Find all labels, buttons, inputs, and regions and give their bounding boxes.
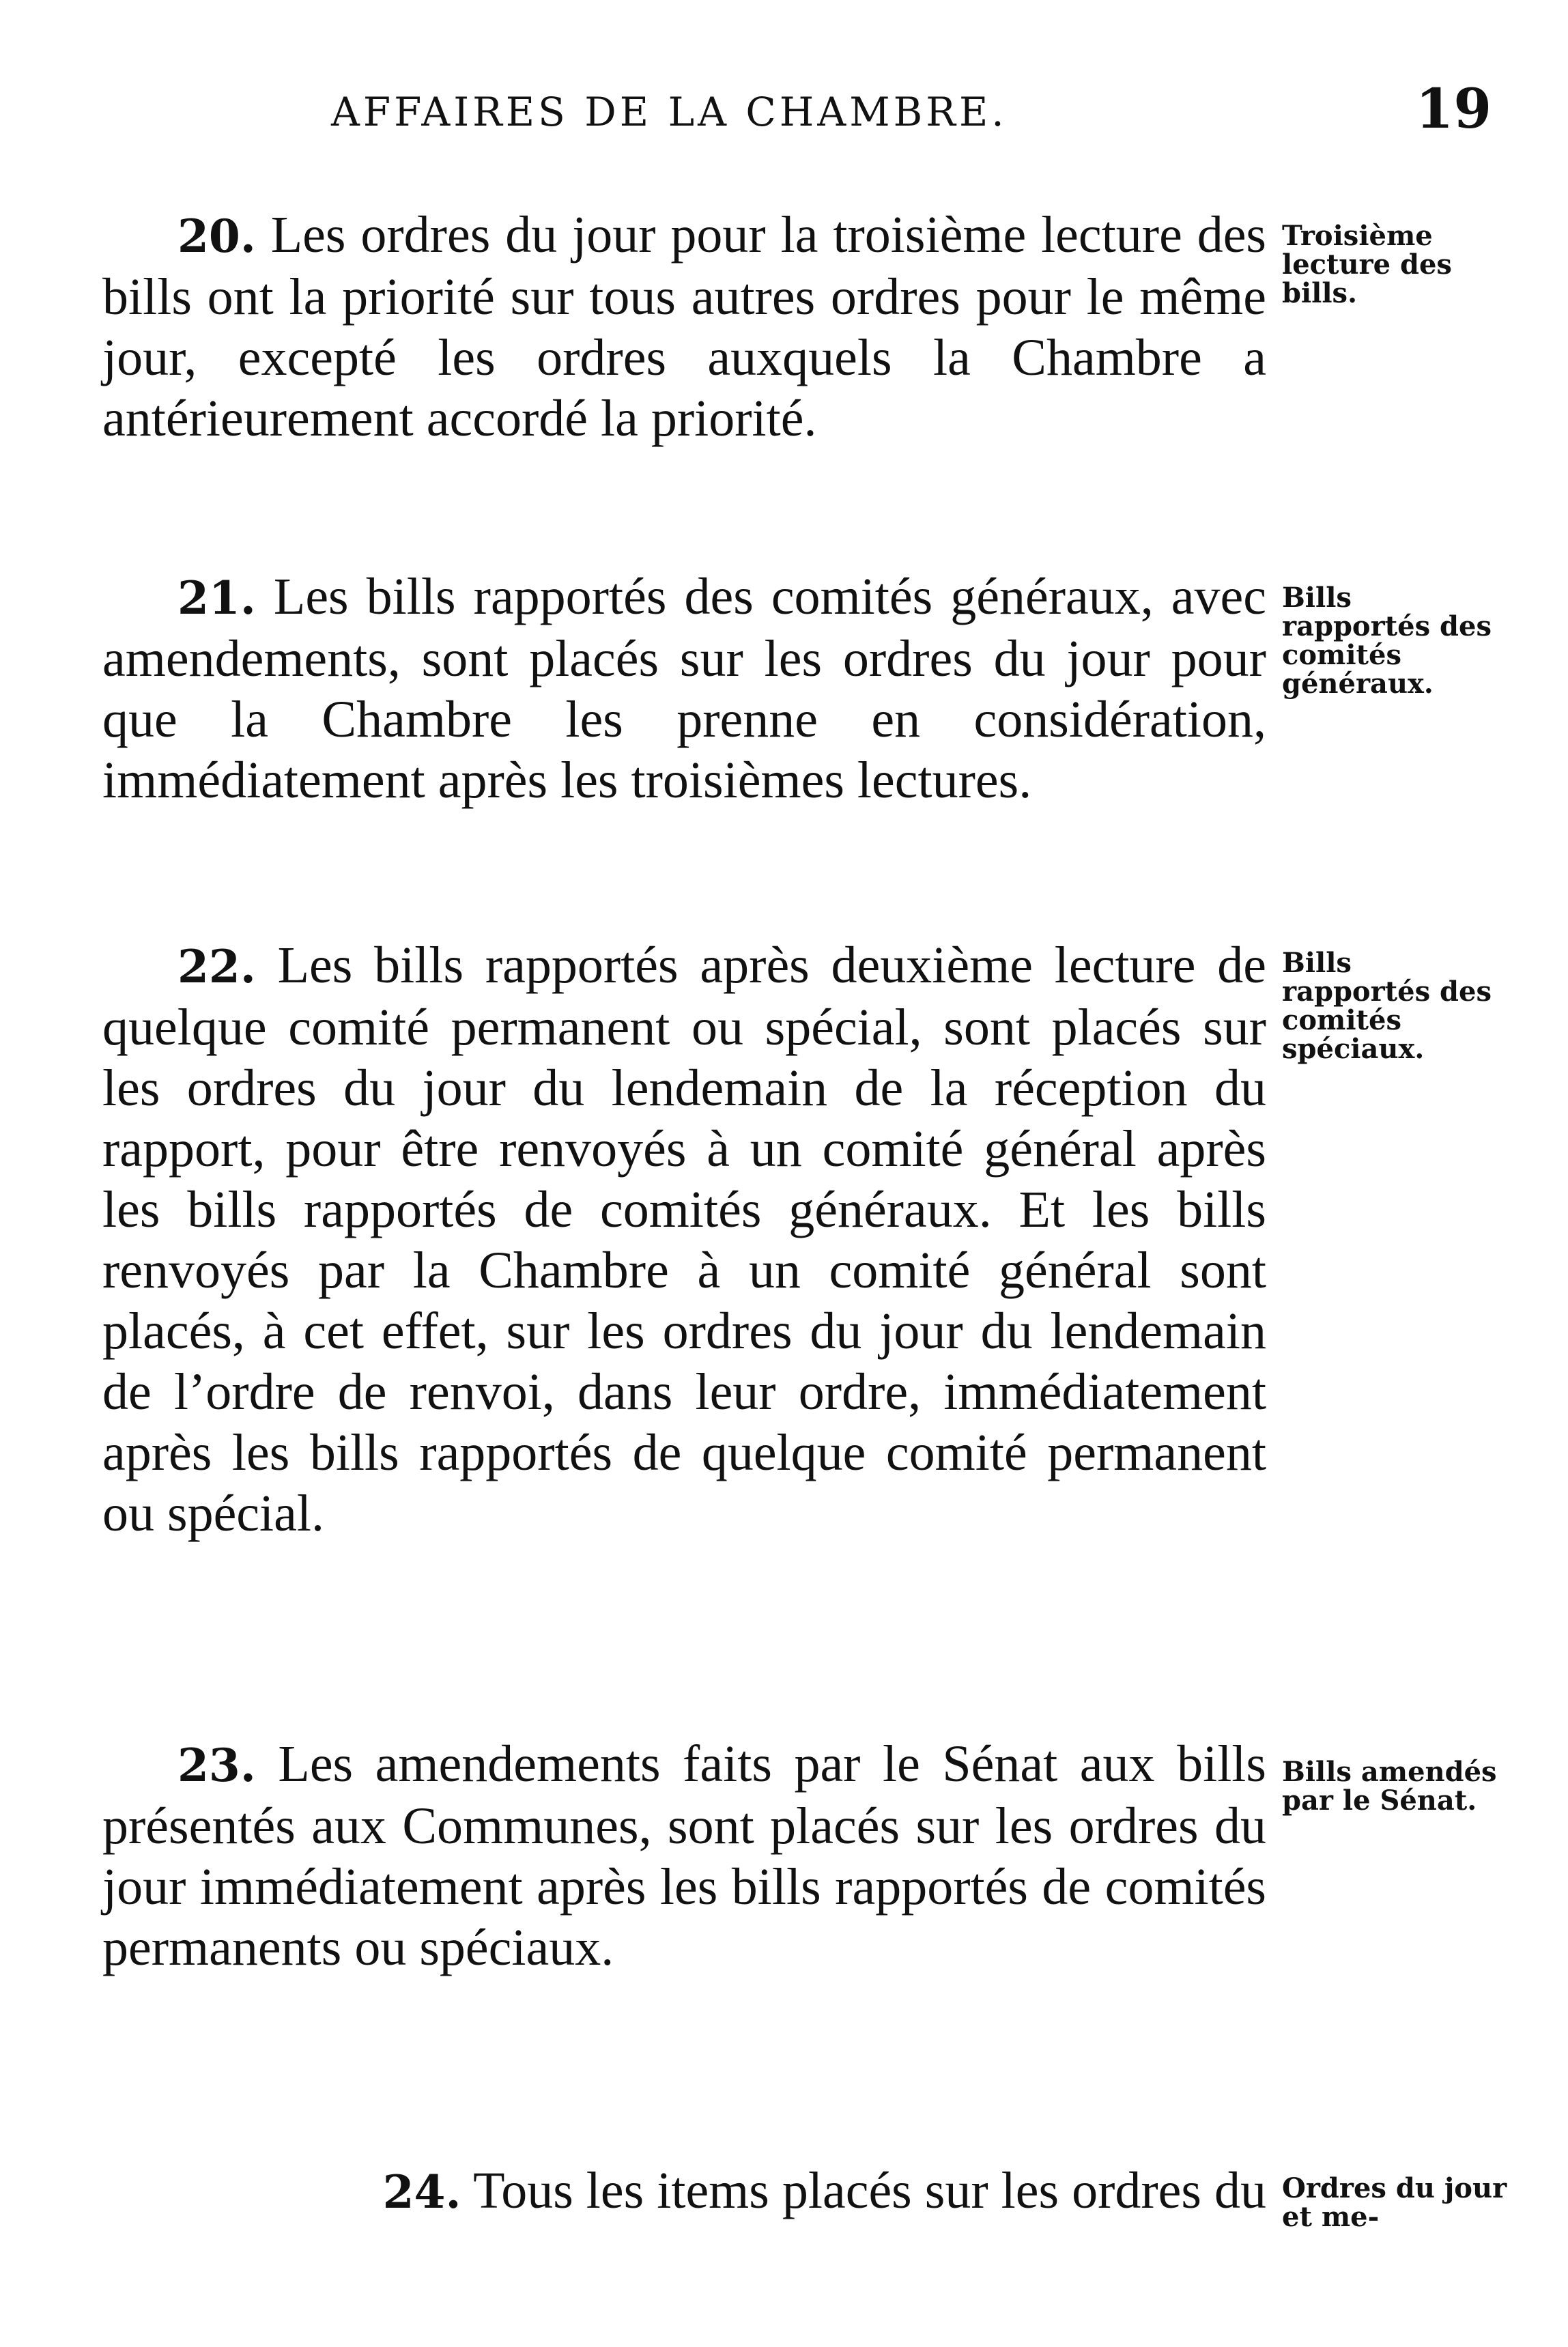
article-number: 22	[177, 940, 240, 993]
article-text: Les bills rapportés des comités généraux, avec amendements, sont placés sur les ordres du jour pour que la Chambre les prenne en considération, immédiatement après les troisièmes lectures.	[102, 568, 1266, 809]
article-23	[102, 1734, 1266, 1978]
article-text: Les bills rapportés après deuxième lecture de quelque comité permanent ou spécial, sont placés sur les ordres du jour du lendemain de la réception du rapport, pour être renvoyés à un comité général après les bills rapportés de comités généraux. Et les bills renvoyés par la Chambre à un comité général sont placés, à cet effet, sur les ordres du jour du lendemain de l’ordre de renvoi, dans leur ordre, immédiatement après les bills rapportés de quelque comité permanent ou spécial.	[102, 937, 1266, 1542]
margin-note: Bills rapportés des comités généraux.	[1282, 582, 1492, 700]
article-number-period: .	[240, 940, 256, 993]
article-21	[102, 567, 1266, 811]
article-paragraph	[102, 2161, 1266, 2223]
article-text: Tous les items placés sur les ordres du	[473, 2162, 1266, 2219]
article-paragraph	[102, 935, 1266, 1544]
article-paragraph	[102, 1734, 1266, 1978]
article-number: 23	[177, 1739, 240, 1792]
article-text: Les ordres du jour pour la troisième lecture des bills ont la priorité sur tous autres ordres pour le même jour, excepté les ordres auxquels la Chambre a antérieurement accordé la priorité.	[102, 206, 1267, 447]
page-number: 19	[1415, 76, 1492, 141]
article-number-period: .	[240, 210, 256, 263]
article-20	[102, 205, 1266, 449]
article-number-period: .	[445, 2165, 461, 2219]
article-22	[102, 935, 1266, 1544]
page-header	[0, 76, 1568, 143]
margin-note: Ordres du jour et me-	[1282, 2172, 1507, 2233]
article-number: 20	[177, 210, 240, 263]
article-number-period: .	[240, 571, 256, 625]
margin-note: Bills amendés par le Sénat.	[1282, 1756, 1497, 1817]
article-number: 24	[382, 2165, 446, 2219]
article-number: 21	[177, 571, 240, 625]
article-paragraph	[102, 205, 1266, 449]
article-text: Les amendements faits par le Sénat aux bills présentés aux Communes, sont placés sur les ordres du jour immédiatement après les bills rapportés de comités permanents ou spéciaux.	[102, 1735, 1266, 1976]
article-24	[102, 2161, 1266, 2223]
running-head: AFFAIRES DE LA CHAMBRE.	[331, 89, 1008, 135]
article-paragraph	[102, 567, 1266, 811]
margin-note: Bills rapportés des comités spéciaux.	[1282, 947, 1492, 1065]
margin-note: Troisième lecture des bills.	[1282, 220, 1452, 309]
article-number-period: .	[240, 1739, 256, 1792]
